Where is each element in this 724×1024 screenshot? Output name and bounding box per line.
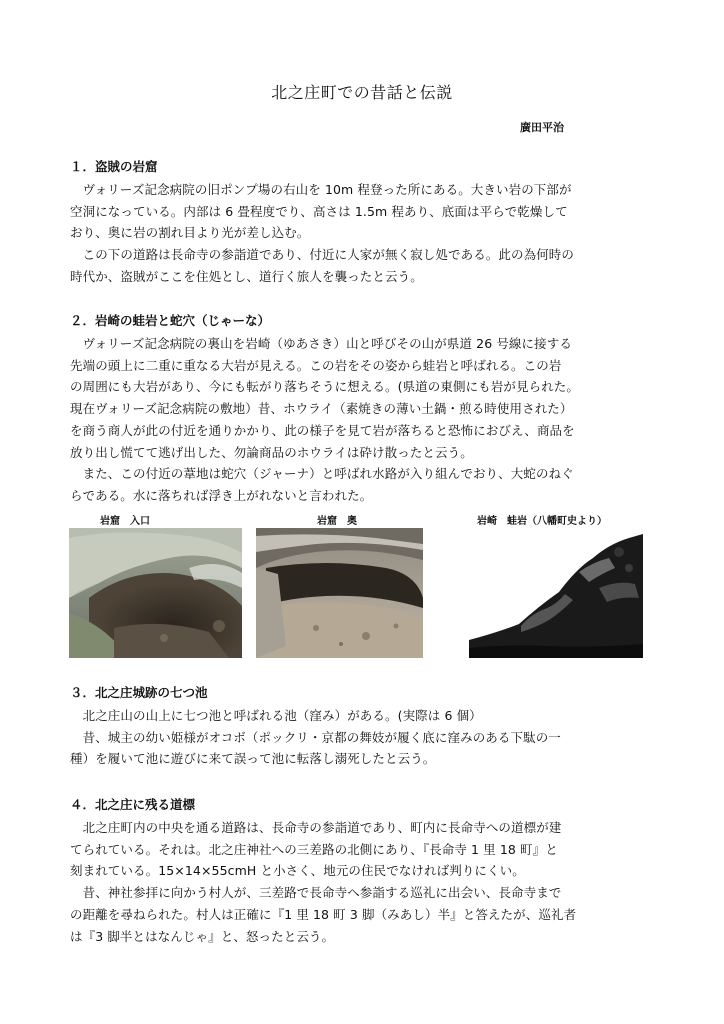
section-paragraph <box>70 817 670 947</box>
photo-caption: 岩窟 奥 <box>317 516 357 527</box>
text-line: 時代か、盗賊がここを住処とし、道行く旅人を襲ったと云う。 <box>70 268 423 284</box>
section-paragraph <box>70 333 670 507</box>
text-line: 北之庄山の山上に七つ池と呼ばれる池（窪み）がある。(実際は 6 個） <box>70 708 482 723</box>
photo-caption: 岩窟 入口 <box>100 516 150 527</box>
text-line: の距離を尋ねられた。村人は正確に『1 里 18 町 3 脚（みあし）半』と答えたが、巡礼者 <box>70 906 577 922</box>
text-line: おり、奥に岩の割れ目より光が差し込む。 <box>70 225 310 241</box>
text-line: この下の道路は長命寺の参詣道であり、付近に人家が無く寂し処である。此の為何時の <box>70 247 575 263</box>
text-line: ヴォリーズ記念病院の裏山を岩崎（ゆあさき）山と呼びその山が県道 26 号線に接する <box>70 336 572 351</box>
text-line: また、この付近の葦地は蛇穴（ジャーナ）と呼ばれ水路が入り組んでおり、大蛇のねぐ <box>70 466 574 482</box>
page-title: 北之庄町での昔話と伝説 <box>271 83 453 102</box>
cave-entrance-photo <box>69 528 242 658</box>
frog-rock-photo <box>469 528 643 658</box>
section-paragraph <box>70 705 670 770</box>
text-line: ヴォリーズ記念病院の旧ポンプ場の右山を 10m 程登った所にある。大きい岩の下部が <box>70 182 572 197</box>
text-line: 放り出し慌てて逃げ出した、勿論商品のホウライは砕け散ったと云う。 <box>70 444 473 460</box>
text-line: 種）を履いて池に遊びに来て誤って池に転落し溺死したと云う。 <box>70 751 436 767</box>
section-heading: １．盗賊の岩窟 <box>70 159 158 174</box>
text-line: を商う商人が此の付近を通りかかり、此の様子を見て岩が落ちると恐怖におびえ、商品を <box>70 422 575 438</box>
section-heading: ３．北之庄城跡の七つ池 <box>70 685 208 700</box>
section-signpost <box>70 796 670 947</box>
text-line: 空洞になっている。内部は 6 畳程度でり、高さは 1.5m 程あり、底面は平らで乾燥して <box>70 203 568 219</box>
text-line: 刻まれている。15×14×55cmH と小さく、地元の住民でなければ判りにくい。 <box>70 863 525 879</box>
section-paragraph <box>70 179 670 288</box>
section-heading: ４．北之庄に残る道標 <box>70 797 196 812</box>
author-name: 廣田平治 <box>520 121 564 134</box>
cave-interior-photo <box>256 528 423 658</box>
text-line: の周囲にも大岩があり、今にも転がり落ちそうに想える。(県道の東側にも岩が見られた。 <box>70 379 579 395</box>
text-line: てられている。それは。北之庄神社への三差路の北側にあり、『長命寺 1 里 18 町』と <box>70 841 558 857</box>
text-line: 昔、神社参拝に向かう村人が、三差路で長命寺へ参詣する巡礼に出会い、長命寺まで <box>70 885 562 901</box>
text-line: 昔、城主の幼い姫様がオコボ（ポックリ・京都の舞妓が履く底に窪みのある下駄の一 <box>70 729 561 745</box>
section-frog-rock <box>70 312 670 507</box>
photo-caption: 岩崎 蛙岩（八幡町史より） <box>477 516 607 527</box>
text-line: 先端の頭上に二重に重なる大岩が見える。この岩をその姿から蛙岩と呼ばれる。この岩 <box>70 357 562 373</box>
text-line: は『3 脚半とはなんじゃ』と、怒ったと云う。 <box>70 928 335 944</box>
text-line: らである。水に落ちれば浮き上がれないと言われた。 <box>70 487 373 503</box>
text-line: 現在ヴォリーズ記念病院の敷地）昔、ホウライ（素焼きの薄い土鍋・煎る時使用された） <box>70 401 573 417</box>
section-cave <box>70 158 670 288</box>
text-line: 北之庄町内の中央を通る道路は、長命寺の参詣道であり、町内に長命寺への道標が建 <box>70 820 562 835</box>
section-heading: ２．岩崎の蛙岩と蛇穴（じゃーな） <box>70 313 271 328</box>
section-seven-ponds <box>70 684 670 770</box>
